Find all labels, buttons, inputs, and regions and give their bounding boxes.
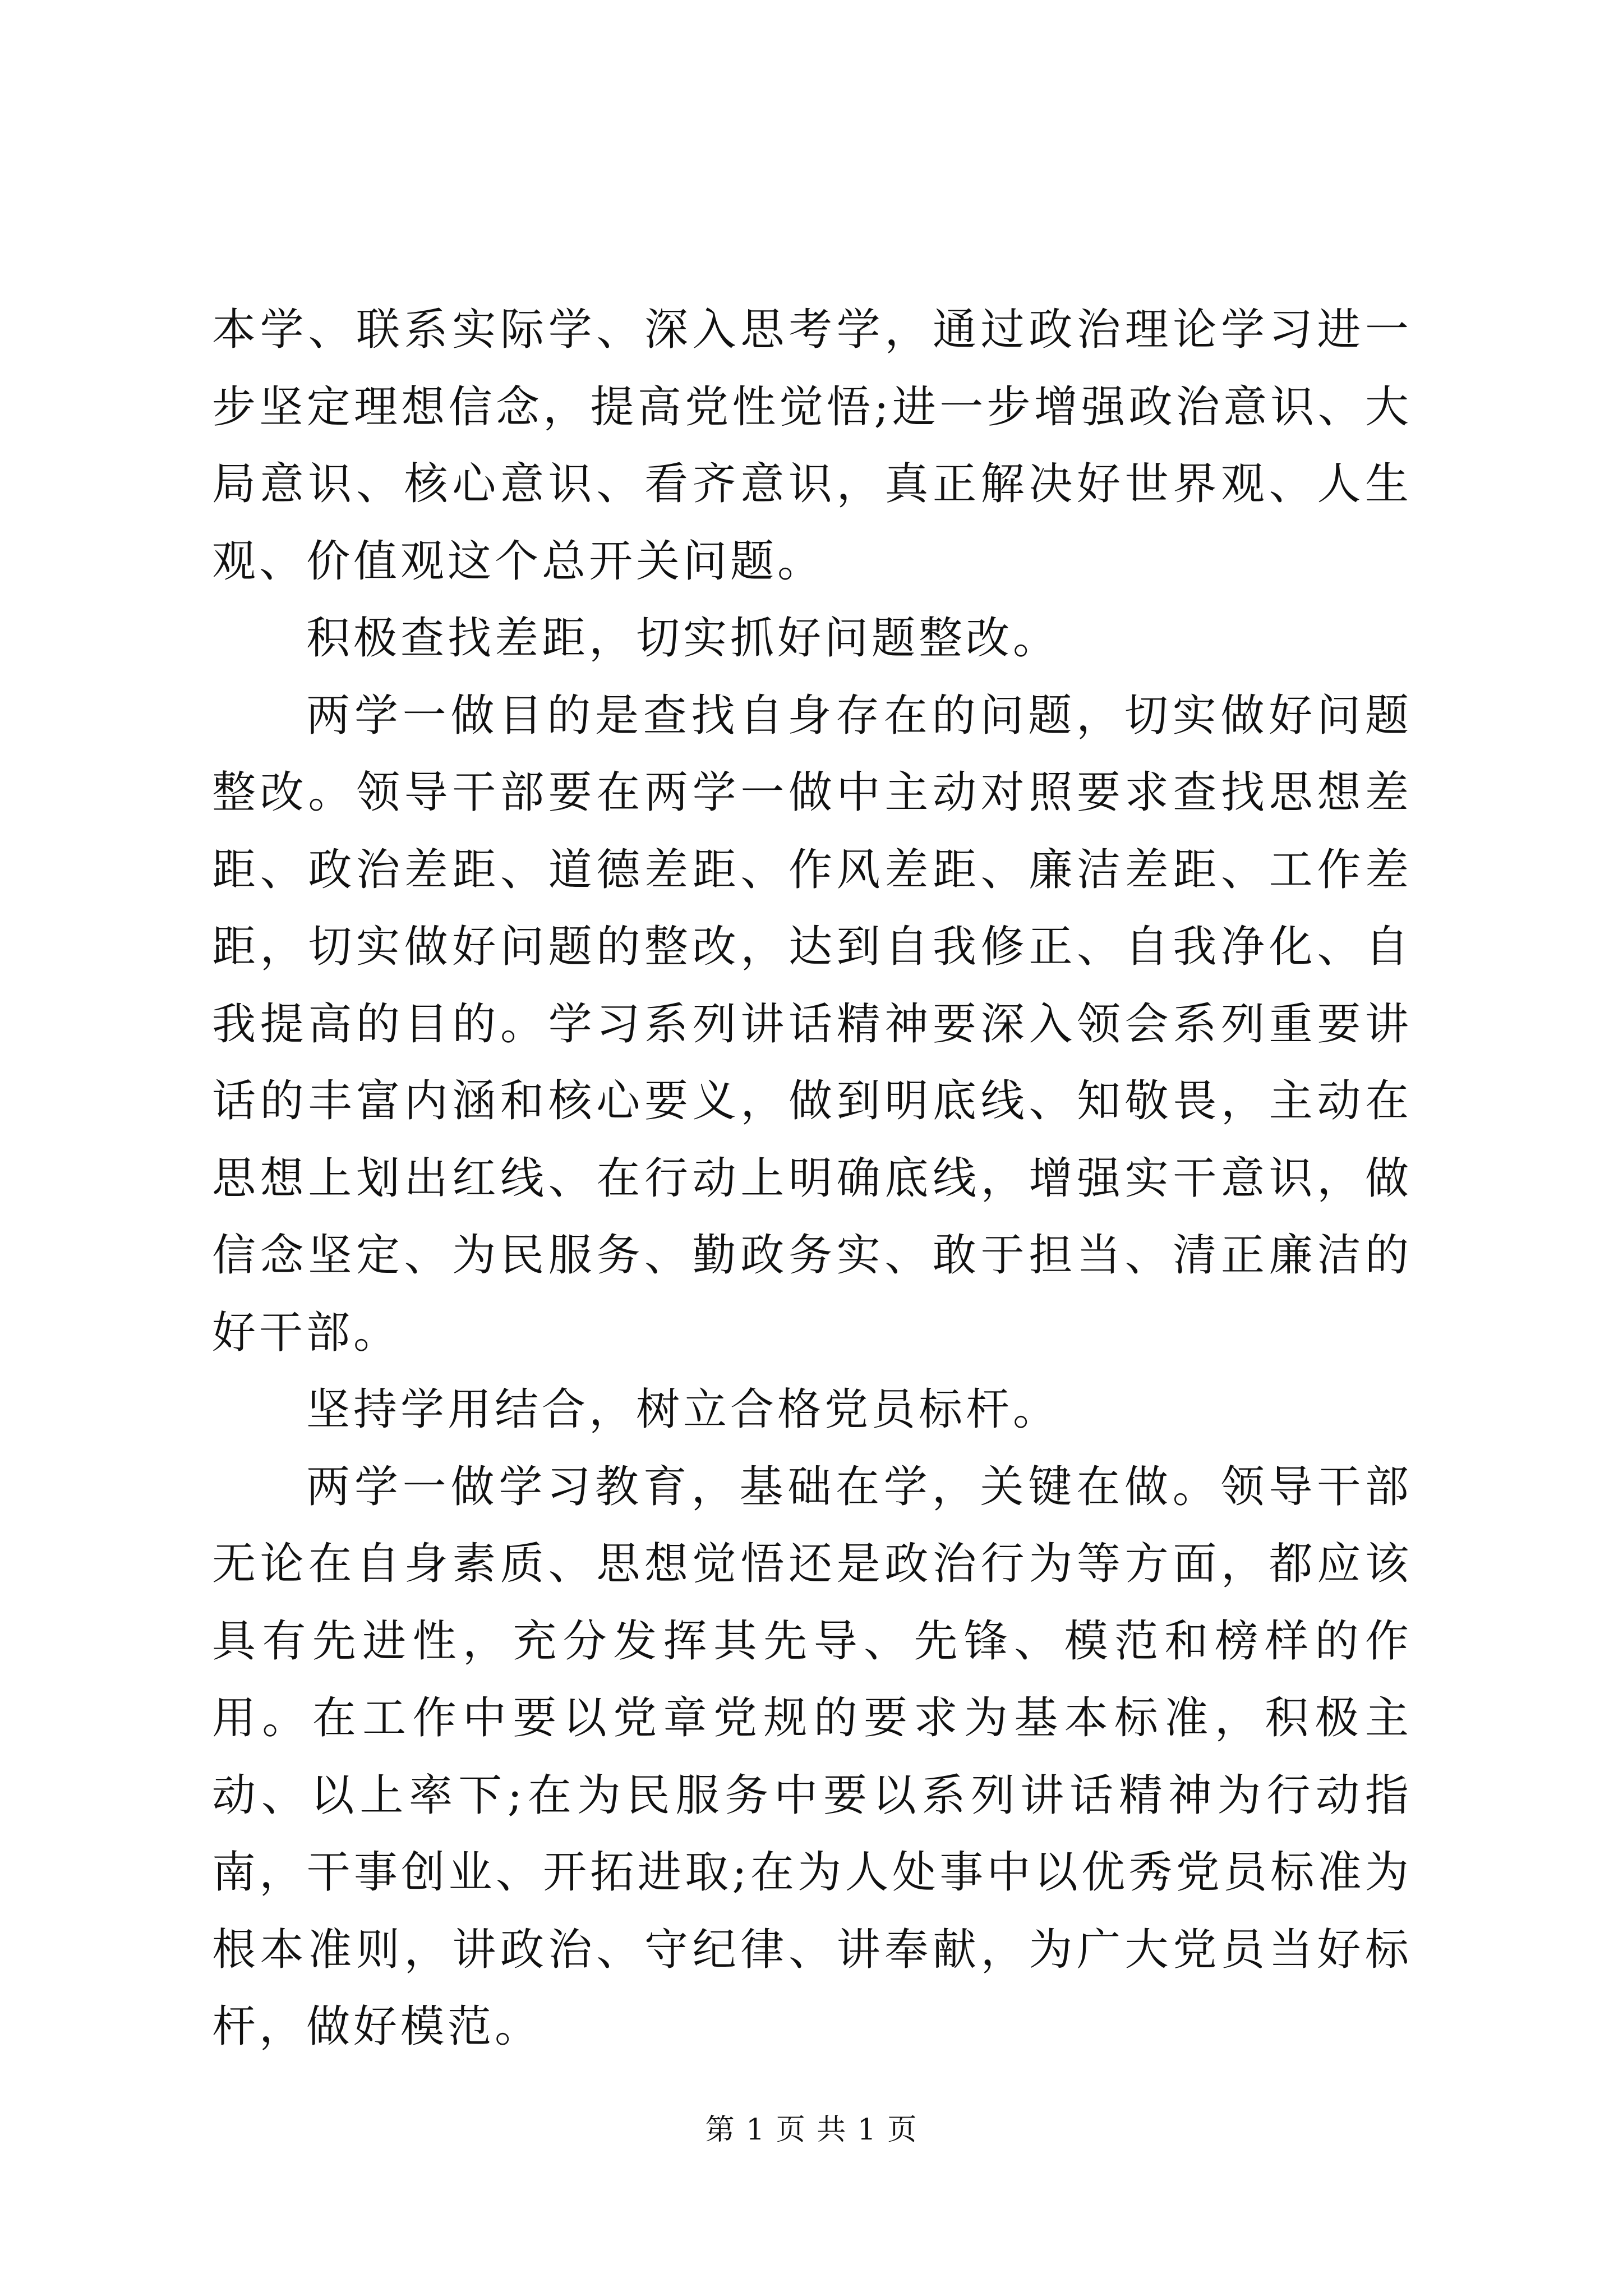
document-body [212,292,1412,2066]
section-heading-learn-and-apply: 坚持学用结合，树立合格党员标杆。 [306,1384,1061,1435]
paragraph-continuation: 本学、联系实际学、深入思考学，通过政治理论学习进一步坚定理想信念，提高党性觉悟;进一步增强政治意识、大局意识、核心意识、看齐意识，真正解决好世界观、人生观、价值观这个总开关问题。 [212,305,1412,587]
page-footer: 第 1 页 共 1 页 [705,2113,918,2147]
paragraph-benchmark: 两学一做学习教育，基础在学，关键在做。领导干部无论在自身素质、思想觉悟还是政治行为等方面，都应该具有先进性，充分发挥其先导、先锋、模范和榜样的作用。在工作中要以党章党规的要求为基本标准，积极主动、以上率下;在为民服务中要以系列讲话精神为行动指南，干事创业、开拓进取;在为人处事中以优秀党员标准为根本准则，讲政治、守纪律、讲奉献，为广大党员当好标杆，做好模范。 [212,1461,1412,2052]
paragraph-rectification: 两学一做目的是查找自身存在的问题，切实做好问题整改。领导干部要在两学一做中主动对照要求查找思想差距、政治差距、道德差距、作风差距、廉洁差距、工作差距，切实做好问题的整改，达到自我修正、自我净化、自我提高的目的。学习系列讲话精神要深入领会系列重要讲话的丰富内涵和核心要义，做到明底线、知敬畏，主动在思想上划出红线、在行动上明确底线，增强实干意识，做信念坚定、为民服务、勤政务实、敢于担当、清正廉洁的好干部。 [212,690,1412,1358]
section-heading-find-gaps: 积极查找差距，切实抓好问题整改。 [306,613,1061,664]
